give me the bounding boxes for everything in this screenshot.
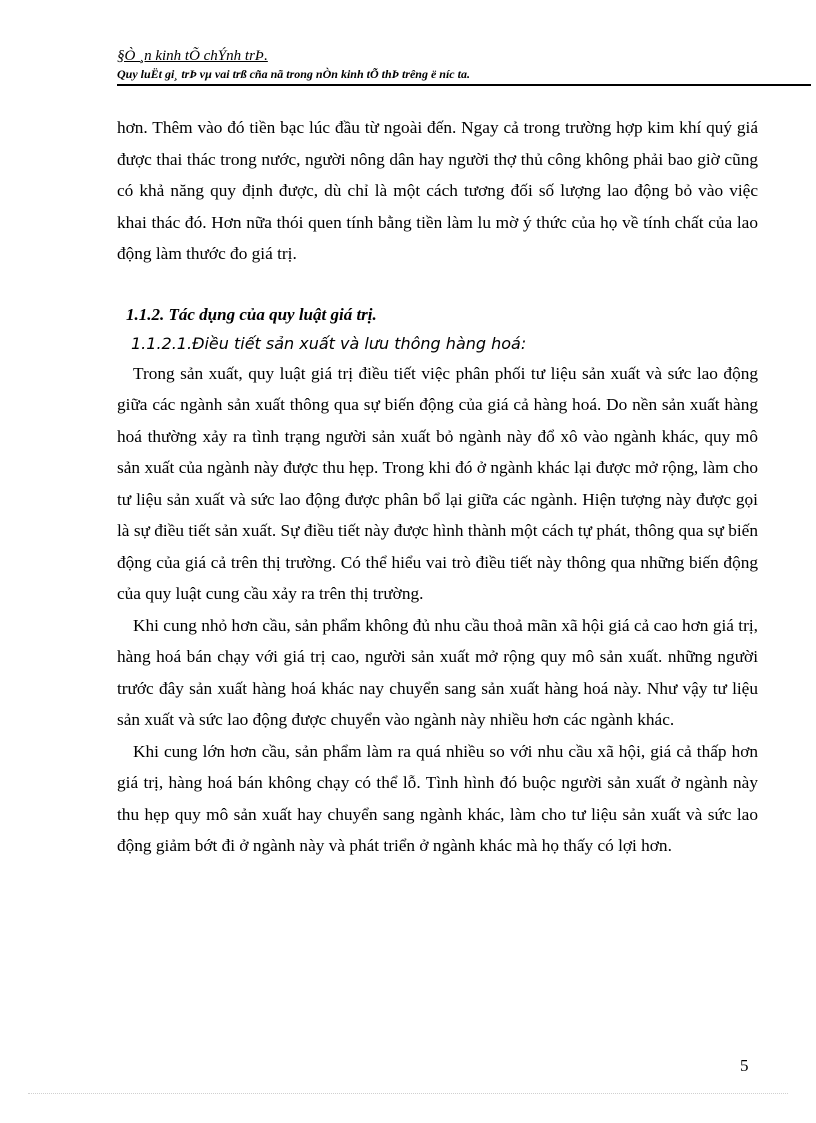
- page-header: [117, 46, 781, 86]
- header-course-title: §Ò ¸n kinh tÕ chÝnh trÞ.: [117, 48, 268, 64]
- page-bottom-divider: [28, 1093, 788, 1094]
- page-body: [117, 112, 758, 862]
- subsection-heading: 1.1.2.1.Điều tiết sản xuất và lưu thông hàng hoá:: [131, 333, 527, 353]
- body-paragraph-1: Trong sản xuất, quy luật giá trị điều tiết việc phân phối tư liệu sản xuất và sức lao động giữa các ngành sản xuất thông qua sự biến động của giá cả hàng hoá. Do nền sản xuất hàng hoá thường xảy ra tình trạng người sản xuất bỏ ngành này đổ xô vào ngành khác, quy mô sản xuất của ngành này được thu hẹp. Trong khi đó ở ngành khác lại được mở rộng, làm cho tư liệu sản xuất và sức lao động được phân bổ lại giữa các ngành. Hiện tượng này được gọi là sự điều tiết sản xuất. Sự điều tiết này được hình thành một cách tự phát, thông qua sự biến động của giá cả trên thị trường. Có thể hiểu vai trò điều tiết này thông qua những biến động của quy luật cung cầu xảy ra trên thị trường.: [117, 363, 758, 603]
- header-document-title: Quy luËt gi¸ trÞ vµ vai trß cña nã trong nÒn kinh tÕ thÞ trêng ë níc ta.: [117, 66, 811, 86]
- body-paragraph-2: Khi cung nhỏ hơn cầu, sản phẩm không đủ nhu cầu thoả mãn xã hội giá cả cao hơn giá trị, hàng hoá bán chạy với giá trị cao, người sản xuất mở rộng quy mô sản xuất. những người trước đây sản xuất hàng hoá khác nay chuyển sang sản xuất hàng hoá này. Như vậy tư liệu sản xuất và sức lao động được chuyển vào ngành này nhiều hơn các ngành khác.: [117, 615, 758, 729]
- page-number: 5: [740, 1056, 749, 1075]
- body-paragraph-3: Khi cung lớn hơn cầu, sản phẩm làm ra quá nhiều so với nhu cầu xã hội, giá cả thấp hơn giá trị, hàng hoá bán không chạy có thể lỗ. Tình hình đó buộc người sản xuất ở ngành này thu hẹp quy mô sản xuất hay chuyển sang ngành khác, làm cho tư liệu sản xuất và sức lao động giảm bớt đi ở ngành này và phát triển ở ngành khác mà họ thấy có lợi hơn.: [117, 741, 758, 855]
- intro-paragraph: hơn. Thêm vào đó tiền bạc lúc đầu từ ngoài đến. Ngay cả trong trường hợp kim khí quý giá được thai thác trong nước, người nông dân hay người thợ thủ công không phải bao giờ cũng có khả năng quy định được, dù chỉ là một cách tương đối số lượng lao động bỏ vào việc khai thác đó. Hơn nữa thói quen tính bằng tiền làm lu mờ ý thức của họ về tính chất của lao động làm thước đo giá trị.: [117, 118, 758, 263]
- section-heading: 1.1.2. Tác dụng của quy luật giá trị.: [126, 304, 377, 324]
